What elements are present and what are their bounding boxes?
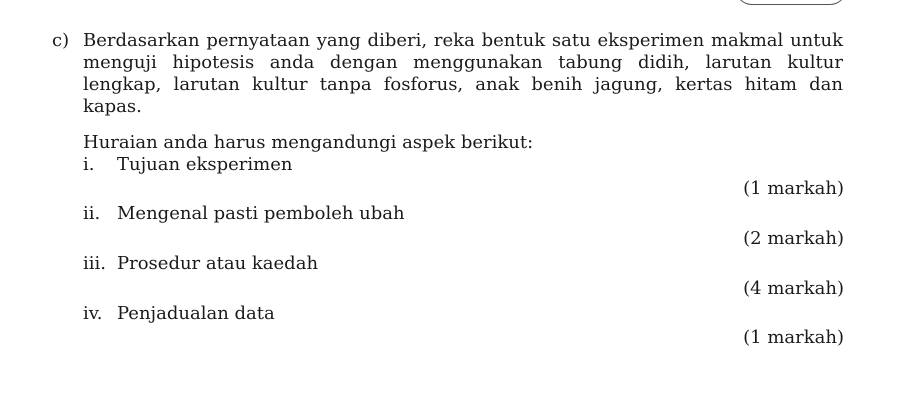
marks-label: (4 markah) <box>743 278 844 299</box>
marks-label: (1 markah) <box>743 327 844 348</box>
aspect-text: Mengenal pasti pemboleh ubah <box>117 203 405 224</box>
question-paragraph: Berdasarkan pernyataan yang diberi, reka bentuk satu eksperimen makmal untuk menguji hipotesis anda dengan menggunakan tabung didih, larutan kultur lengkap, larutan kultur tanpa fosforus, anak benih jagung, kertas hitam dan kapas. <box>83 30 843 117</box>
aspect-text: Penjadualan data <box>117 303 275 324</box>
aspect-item-3 <box>83 253 318 275</box>
aspect-numeral: iv. <box>83 303 103 324</box>
question-intro: Huraian anda harus mengandungi aspek berikut: <box>83 132 534 153</box>
aspect-numeral: ii. <box>83 203 101 224</box>
marks-label: (2 markah) <box>743 228 844 249</box>
aspect-numeral: i. <box>83 154 95 175</box>
aspect-numeral: iii. <box>83 253 106 274</box>
aspect-item-4 <box>83 303 275 325</box>
aspect-text: Prosedur atau kaedah <box>117 253 319 274</box>
question-letter: c) <box>52 30 70 51</box>
aspect-item-1 <box>83 154 292 176</box>
marks-label: (1 markah) <box>743 178 844 199</box>
aspect-text: Tujuan eksperimen <box>117 154 293 175</box>
previous-marks-bracket <box>735 0 847 5</box>
aspect-item-2 <box>83 203 405 225</box>
